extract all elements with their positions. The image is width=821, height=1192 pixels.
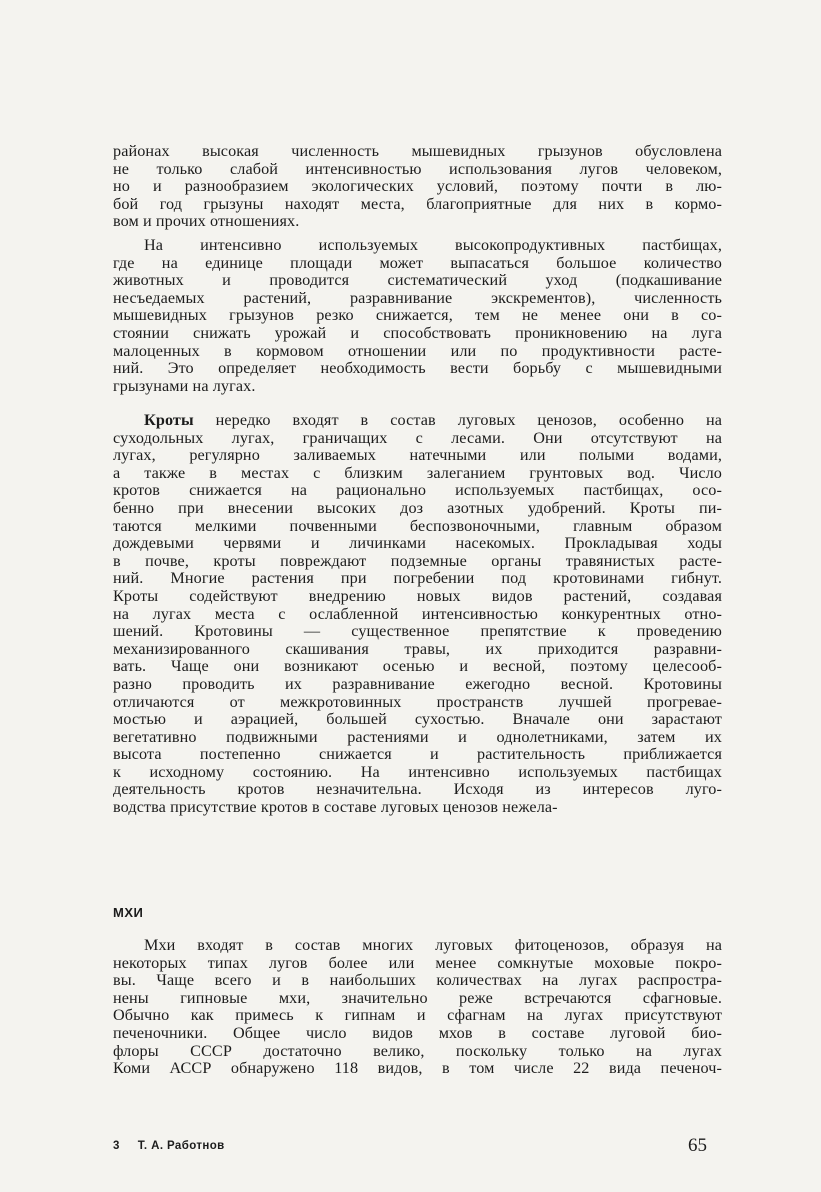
text-line: на лугах места с ослабленной интенсивностью конкурентных отно- — [113, 604, 722, 623]
text-line: районах высокая численность мышевидных грызунов обусловлена — [113, 142, 722, 160]
text-line: ний. Это определяет необходимость вести борьбу с мышевидными — [113, 359, 722, 378]
text-line: некоторых типах лугов более или менее сомкнутые моховые покро- — [113, 953, 722, 972]
text-line: бой год грызуны находят места, благоприятные для них в кормо- — [113, 194, 722, 213]
paragraph-3-moles — [113, 412, 722, 817]
text-line: механизированного скашивания травы, их приходится разравни- — [113, 639, 722, 658]
text-line: в почве, кроты повреждают подземные органы травянистых расте- — [113, 551, 722, 570]
text-line: малоценных в кормовом отношении или по продуктивности расте- — [113, 341, 722, 360]
paragraph-mosses — [113, 937, 722, 1078]
signature-number: 3 — [113, 1140, 120, 1152]
text-run: нередко входят в состав луговых ценозов, особенно на — [193, 411, 722, 429]
text-line: вать. Чаще они возникают осенью и весной, поэтому целесооб- — [113, 657, 722, 676]
footer-signature — [113, 1140, 225, 1152]
text-line: грызунами на лугах. — [113, 376, 256, 395]
text-line: водства присутствие кротов в составе луговых ценозов нежела- — [113, 798, 558, 817]
text-line: таются мелкими почвенными беспозвоночными, главным образом — [113, 516, 722, 535]
text-line: Кроты содействуют внедрению новых видов растений, создавая — [113, 586, 722, 605]
term-moles: Кроты — [144, 411, 194, 429]
text-line: стоянии снижать урожай и способствовать проникновению на луга — [113, 323, 722, 342]
text-line: бенно при внесении высоких доз азотных удобрений. Кроты пи- — [113, 498, 722, 517]
text-line: Мхи входят в состав многих луговых фитоценозов, образуя на — [144, 936, 722, 954]
text-line: печеночники. Общее число видов мхов в составе луговой био- — [113, 1023, 722, 1042]
text-line: нены гипновые мхи, значительно реже встречаются сфагновые. — [113, 988, 722, 1007]
text-line: животных и проводится систематический уход (подкашивание — [113, 271, 722, 290]
section-heading: МХИ — [113, 905, 144, 920]
text-line: лугах, регулярно заливаемых натечными или полыми водами, — [113, 446, 722, 465]
text-line: где на единице площади может выпасаться большое количество — [113, 253, 722, 272]
text-line: Обычно как примесь к гипнам и сфагнам на лугах присутствуют — [113, 1006, 722, 1025]
text-line: вегетативно подвижными растениями и однолетниками, затем их — [113, 727, 722, 746]
text-line: дождевыми червями и личинками насекомых. Прокладывая ходы — [113, 534, 722, 553]
text-line: деятельность кротов незначительна. Исходя из интересов луго- — [113, 780, 722, 799]
page-number: 65 — [688, 1135, 707, 1156]
text-line: отличаются от межкротовинных пространств лучшей прогревае- — [113, 692, 722, 711]
text-line: мостью и аэрацией, большей сухостью. Вначале они зарастают — [113, 710, 722, 729]
text-line: суходольных лугах, граничащих с лесами. Они отсутствуют на — [113, 428, 722, 447]
text-line: вы. Чаще всего и в наибольших количествах на лугах распростра- — [113, 971, 722, 990]
text-line: разно проводить их разравнивание ежегодно весной. Кротовины — [113, 674, 722, 693]
text-line — [113, 412, 722, 430]
text-line: кротов снижается на рационально используемых пастбищах, осо- — [113, 481, 722, 500]
text-line: Коми АССР обнаружено 118 видов, в том числе 22 вида печеноч- — [113, 1059, 722, 1078]
text-line: не только слабой интенсивностью использования лугов человеком, — [113, 159, 722, 178]
text-line: мышевидных грызунов резко снижается, тем не менее они в со- — [113, 306, 722, 325]
paragraph-2 — [113, 237, 722, 395]
text-line: к исходному состоянию. На интенсивно используемых пастбищах — [113, 762, 722, 781]
text-line: а также в местах с близким залеганием грунтовых вод. Число — [113, 463, 722, 482]
paragraph-1 — [113, 143, 722, 231]
text-line: но и разнообразием экологических условий, поэтому почти в лю- — [113, 177, 722, 196]
text-line: шений. Кротовины — существенное препятствие к проведению — [113, 622, 722, 641]
text-line: На интенсивно используемых высокопродуктивных пастбищах, — [144, 236, 722, 254]
text-line: вом и прочих отношениях. — [113, 212, 300, 231]
author-name: Т. А. Работнов — [137, 1140, 225, 1152]
text-line: флоры СССР достаточно велико, поскольку только на лугах — [113, 1041, 722, 1060]
text-line: высота постепенно снижается и растительность приближается — [113, 745, 722, 764]
text-line: несъедаемых растений, разравнивание экскрементов), численность — [113, 288, 722, 307]
text-line: ний. Многие растения при погребении под кротовинами гибнут. — [113, 569, 722, 588]
